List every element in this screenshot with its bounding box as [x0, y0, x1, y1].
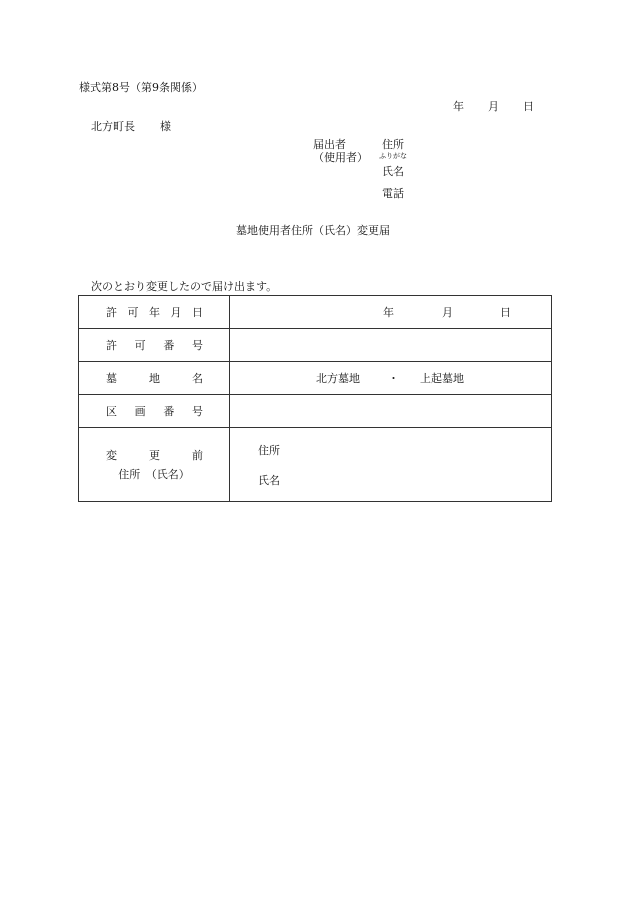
permit-date-value[interactable] [230, 296, 552, 329]
applicant-phone-label: 電話 [382, 187, 404, 200]
cemetery-label: 墓 地 名 [79, 362, 230, 395]
permit-day: 日 [500, 306, 511, 319]
cemetery-separator: ・ [388, 372, 399, 385]
date-day-label: 日 [523, 100, 534, 113]
form-number: 様式第8号（第9条関係） [79, 81, 203, 94]
permit-month: 月 [442, 306, 453, 319]
row-permit-number [79, 329, 552, 362]
applicant-label: 届出者 [313, 138, 346, 151]
permit-date-label: 許 可 年 月 日 [79, 296, 230, 329]
before-address-label: 住所 [258, 444, 280, 457]
permit-year: 年 [383, 306, 394, 319]
cemetery-value[interactable] [230, 362, 552, 395]
section-number-label: 区 画 番 号 [79, 395, 230, 428]
applicant-user-label: （使用者） [313, 151, 368, 164]
addressee-honorific: 様 [160, 120, 171, 133]
cemetery-option-kitagata[interactable]: 北方墓地 [316, 372, 360, 385]
row-cemetery [79, 362, 552, 395]
intro-text: 次のとおり変更したので届け出ます。 [91, 280, 278, 293]
before-change-value[interactable] [230, 428, 552, 502]
section-number-value[interactable] [230, 395, 552, 428]
applicant-address-label: 住所 [382, 138, 404, 151]
row-section-number [79, 395, 552, 428]
permit-number-label: 許 可 番 号 [79, 329, 230, 362]
document-title: 墓地使用者住所（氏名）変更届 [236, 224, 390, 237]
applicant-name-label: 氏名 [382, 165, 404, 178]
cemetery-option-kamiokoshi[interactable]: 上起墓地 [420, 372, 464, 385]
row-permit-date [79, 296, 552, 329]
date-year-label: 年 [453, 100, 464, 113]
applicant-furigana-label: ふりがな [379, 152, 407, 160]
date-month-label: 月 [488, 100, 499, 113]
row-before-change [79, 428, 552, 502]
addressee-name: 北方町長 [91, 120, 135, 133]
change-form-table [78, 295, 552, 502]
permit-number-value[interactable] [230, 329, 552, 362]
before-change-label: 変 更 前 住所 （氏名） [79, 428, 230, 502]
before-change-sublabel: 住所 （氏名） [118, 468, 190, 481]
before-name-label: 氏名 [258, 474, 280, 487]
